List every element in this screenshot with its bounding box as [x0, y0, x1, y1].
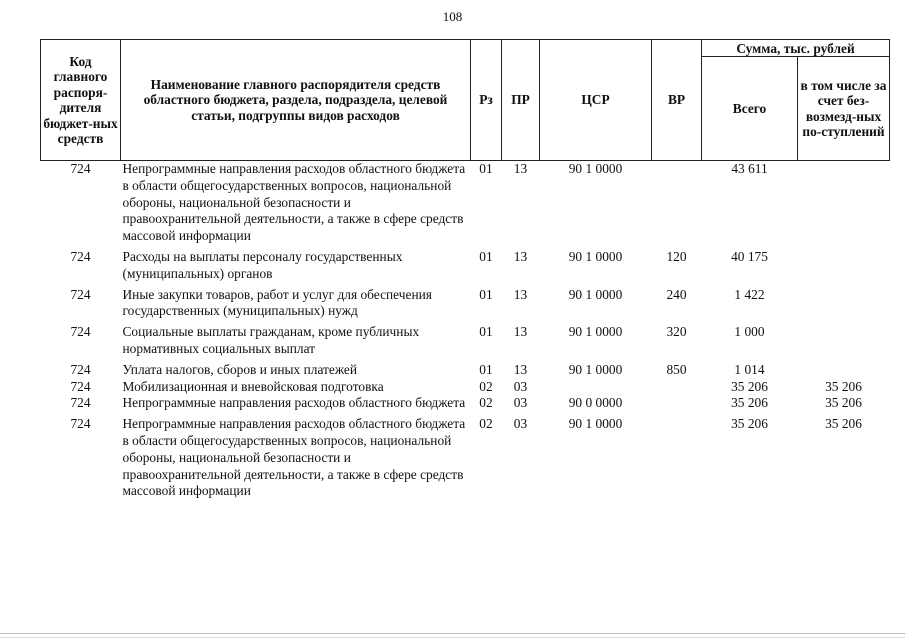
- header-free: в том числе за счет без-возмезд-ных по-ступлений: [798, 57, 890, 161]
- cell-free: [798, 358, 890, 379]
- cell-vr: 120: [666, 248, 687, 264]
- cell-total: 35 206: [731, 416, 768, 432]
- header-csr: ЦСР: [540, 40, 652, 161]
- bottom-rule-secondary: [0, 637, 905, 638]
- budget-table: [40, 39, 890, 500]
- cell-csr: 90 1 0000: [568, 161, 623, 176]
- cell-csr: 90 1 0000: [568, 324, 623, 340]
- table-row: [41, 161, 890, 245]
- cell-name: Непрограммные направления расходов областного бюджета: [122, 395, 466, 411]
- cell-pr: 03: [513, 395, 528, 411]
- cell-total: 1 000: [734, 324, 765, 340]
- cell-free: [798, 283, 890, 321]
- cell-vr: 240: [666, 286, 687, 302]
- cell-code: 724: [70, 286, 91, 302]
- cell-vr: [652, 395, 702, 412]
- cell-code: 724: [70, 248, 91, 264]
- cell-free: 35 206: [825, 378, 862, 394]
- cell-code: 724: [70, 324, 91, 340]
- cell-code: 724: [70, 395, 91, 411]
- cell-name: Мобилизационная и вневойсковая подготовка: [122, 378, 384, 394]
- cell-total: 1 422: [734, 286, 765, 302]
- cell-total: 43 611: [731, 161, 768, 176]
- header-code: Код главного распоря-дителя бюджет-ных средств: [41, 40, 121, 161]
- cell-total: 35 206: [731, 378, 768, 394]
- header-sum: Сумма, тыс. рублей: [702, 40, 890, 57]
- cell-csr: 90 0 0000: [568, 395, 623, 411]
- table-row: [41, 283, 890, 321]
- cell-rz: 02: [479, 378, 493, 394]
- table-header: [41, 40, 890, 161]
- header-name: Наименование главного распорядителя средств областного бюджета, раздела, подраздела, целевой статьи, подгруппы видов расходов: [121, 40, 471, 161]
- cell-free: [798, 161, 890, 245]
- cell-total: 35 206: [731, 395, 768, 411]
- cell-name: Непрограммные направления расходов областного бюджета в области общегосударственных вопросов, национальной обороны, национальной безопасности и правоохранительной деятельности, а также в сфере средств массовой информации: [122, 416, 466, 499]
- cell-name: Непрограммные направления расходов областного бюджета в области общегосударственных вопросов, национальной обороны, национальной безопасности и правоохранительной деятельности, а также в сфере средств массовой информации: [122, 161, 466, 244]
- cell-total: 40 175: [731, 248, 768, 264]
- cell-code: 724: [70, 161, 91, 176]
- cell-rz: 01: [479, 361, 493, 377]
- cell-free: [798, 245, 890, 283]
- cell-name: Уплата налогов, сборов и иных платежей: [122, 361, 358, 377]
- cell-code: 724: [70, 361, 91, 377]
- cell-vr: 850: [666, 361, 687, 377]
- header-rz: Рз: [471, 40, 502, 161]
- cell-rz: 01: [479, 248, 493, 264]
- table-row: [41, 395, 890, 412]
- cell-name: Расходы на выплаты персоналу государственных (муниципальных) органов: [122, 248, 403, 281]
- cell-pr: 13: [513, 286, 528, 302]
- cell-pr: 13: [513, 324, 528, 340]
- header-vr: ВР: [652, 40, 702, 161]
- cell-pr: 03: [513, 378, 528, 394]
- cell-total: 1 014: [734, 361, 765, 377]
- table-row: [41, 245, 890, 283]
- cell-csr: 90 1 0000: [568, 286, 623, 302]
- cell-free: 35 206: [825, 416, 862, 432]
- cell-pr: 03: [513, 416, 528, 432]
- cell-free: [798, 320, 890, 358]
- cell-csr: 90 1 0000: [568, 361, 623, 377]
- cell-pr: 13: [513, 361, 528, 377]
- cell-csr: [540, 379, 652, 396]
- cell-rz: 02: [479, 416, 493, 432]
- bottom-rule: [0, 633, 905, 634]
- cell-csr: 90 1 0000: [568, 416, 623, 432]
- cell-rz: 01: [479, 286, 493, 302]
- cell-name: Социальные выплаты гражданам, кроме публичных нормативных социальных выплат: [122, 324, 420, 356]
- table-body: [41, 161, 890, 501]
- cell-rz: 02: [479, 395, 493, 411]
- cell-code: 724: [70, 378, 91, 394]
- cell-vr: 320: [666, 324, 687, 340]
- cell-vr: [652, 379, 702, 396]
- cell-csr: 90 1 0000: [568, 248, 623, 264]
- cell-free: 35 206: [825, 395, 862, 411]
- header-total: Всего: [702, 57, 798, 161]
- cell-rz: 01: [479, 324, 493, 340]
- cell-name: Иные закупки товаров, работ и услуг для обеспечения государственных (муниципальных) нужд: [122, 286, 432, 319]
- cell-vr: [652, 412, 702, 500]
- table-row: [41, 412, 890, 500]
- header-pr: ПР: [502, 40, 540, 161]
- table-row: [41, 358, 890, 379]
- table-row: [41, 379, 890, 396]
- cell-vr: [652, 161, 702, 245]
- cell-pr: 13: [513, 161, 528, 176]
- cell-code: 724: [70, 416, 91, 432]
- cell-rz: 01: [479, 161, 493, 176]
- page-number: 108: [442, 9, 463, 24]
- cell-pr: 13: [513, 248, 528, 264]
- table-row: [41, 320, 890, 358]
